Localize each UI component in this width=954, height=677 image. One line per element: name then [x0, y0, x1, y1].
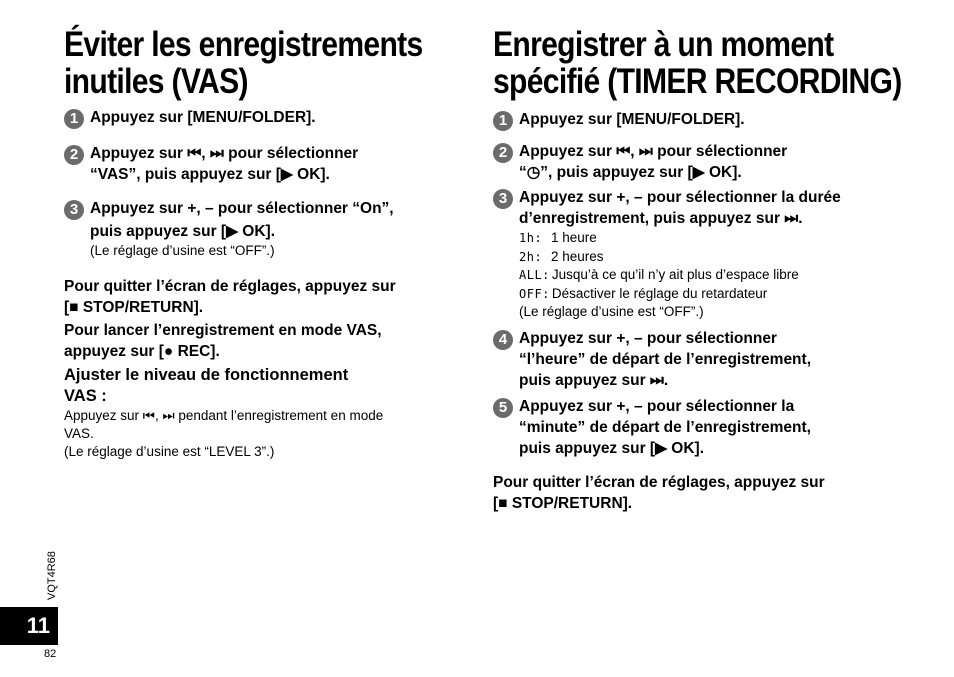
duration-options [519, 229, 913, 322]
left-step-2 [64, 143, 474, 185]
sub-page-number: 82 [44, 648, 57, 660]
adjust-heading-line: VAS : [64, 387, 107, 405]
right-step-1 [493, 109, 913, 130]
left-column [64, 26, 474, 461]
step-text: Appuyez sur +, – pour sélectionner la durée [519, 189, 841, 206]
lcd-code: 2h: [519, 249, 543, 264]
step-text: “VAS”, puis appuyez sur [▶ OK]. [90, 166, 330, 183]
quit-line: [■ STOP/RETURN]. [64, 299, 204, 316]
step-text: Appuyez sur ⏮, ⏭ pour sélectionner [90, 145, 359, 162]
step-text: Appuyez sur ⏮, ⏭ pour sélectionner [519, 143, 788, 160]
step-text: “l’heure” de départ de l’enregistrement, [519, 350, 811, 368]
option-text: 2 heures [551, 248, 604, 264]
lcd-code: OFF: [519, 286, 550, 301]
left-quit-instructions [64, 276, 474, 318]
quit-line: [■ STOP/RETURN]. [493, 494, 633, 512]
launch-line: appuyez sur [● REC]. [64, 343, 220, 360]
lcd-code: 1h: [519, 231, 543, 245]
adjust-text-line: VAS. [64, 426, 94, 441]
duration-option [519, 266, 913, 285]
step-text: puis appuyez sur ⏭. [519, 371, 669, 389]
step-number-badge: 2 [64, 145, 84, 165]
right-quit-instructions [493, 472, 913, 514]
step-text: puis appuyez sur [▶ OK]. [519, 439, 705, 457]
left-launch-instructions [64, 320, 474, 362]
duration-option [519, 285, 913, 304]
options-note: (Le réglage d’usine est “OFF”.) [519, 304, 704, 319]
left-adjust-heading [64, 365, 474, 407]
step-number-badge: 1 [64, 109, 84, 129]
document-code: VQT4R68 [46, 551, 58, 600]
launch-line: Pour lancer l’enregistrement en mode VAS, [64, 322, 382, 339]
step-text: Appuyez sur [MENU/FOLDER]. [519, 111, 745, 128]
right-column [493, 26, 913, 514]
step-text: puis appuyez sur [▶ OK]. [90, 223, 276, 240]
left-title-line2: inutiles (VAS) [64, 62, 248, 101]
right-step-3 [493, 187, 913, 322]
lcd-code: ALL: [519, 268, 550, 282]
quit-line: Pour quitter l’écran de réglages, appuyez sur [64, 278, 396, 295]
step-note: (Le réglage d’usine est “OFF”.) [90, 243, 275, 258]
quit-line: Pour quitter l’écran de réglages, appuyez sur [493, 473, 825, 491]
right-title [493, 25, 902, 101]
right-step-2 [493, 141, 913, 183]
left-title-line1: Éviter les enregistrements [64, 25, 423, 64]
adjust-note: (Le réglage d’usine est “LEVEL 3”.) [64, 444, 275, 459]
step-text: Appuyez sur +, – pour sélectionner la [519, 397, 795, 415]
option-text: Désactiver le réglage du retardateur [551, 285, 768, 301]
option-text: 1 heure [551, 230, 597, 245]
duration-option [519, 248, 913, 267]
step-text: “minute” de départ de l’enregistrement, [519, 418, 811, 436]
step-number-badge: 3 [64, 200, 84, 220]
right-step-5 [493, 396, 913, 459]
step-number-badge: 2 [493, 143, 513, 163]
right-title-line2: spécifié (TIMER RECORDING) [493, 62, 902, 101]
step-text: “◷”, puis appuyez sur [▶ OK]. [519, 164, 742, 181]
step-text: Appuyez sur +, – pour sélectionner “On”, [90, 200, 394, 217]
step-number-badge: 5 [493, 398, 513, 418]
adjust-text-line: Appuyez sur ⏮, ⏭ pendant l’enregistrement en mode [64, 408, 384, 423]
duration-option [519, 229, 913, 248]
step-text: Appuyez sur [MENU/FOLDER]. [90, 109, 316, 126]
step-text: Appuyez sur +, – pour sélectionner [519, 329, 777, 347]
step-number-badge: 1 [493, 111, 513, 131]
left-step-3 [64, 198, 474, 260]
right-step-4 [493, 328, 913, 391]
page-number-tab: 11 [0, 607, 58, 645]
left-step-1 [64, 107, 474, 128]
step-text: d’enregistrement, puis appuyez sur ⏭. [519, 210, 803, 227]
left-adjust-text [64, 407, 474, 461]
left-title [64, 25, 423, 101]
step-number-badge: 3 [493, 189, 513, 209]
option-text: Jusqu’à ce qu’il n’y ait plus d’espace libre [551, 267, 799, 282]
step-number-badge: 4 [493, 330, 513, 350]
right-title-line1: Enregistrer à un moment [493, 25, 834, 64]
adjust-heading-line: Ajuster le niveau de fonctionnement [64, 366, 349, 384]
